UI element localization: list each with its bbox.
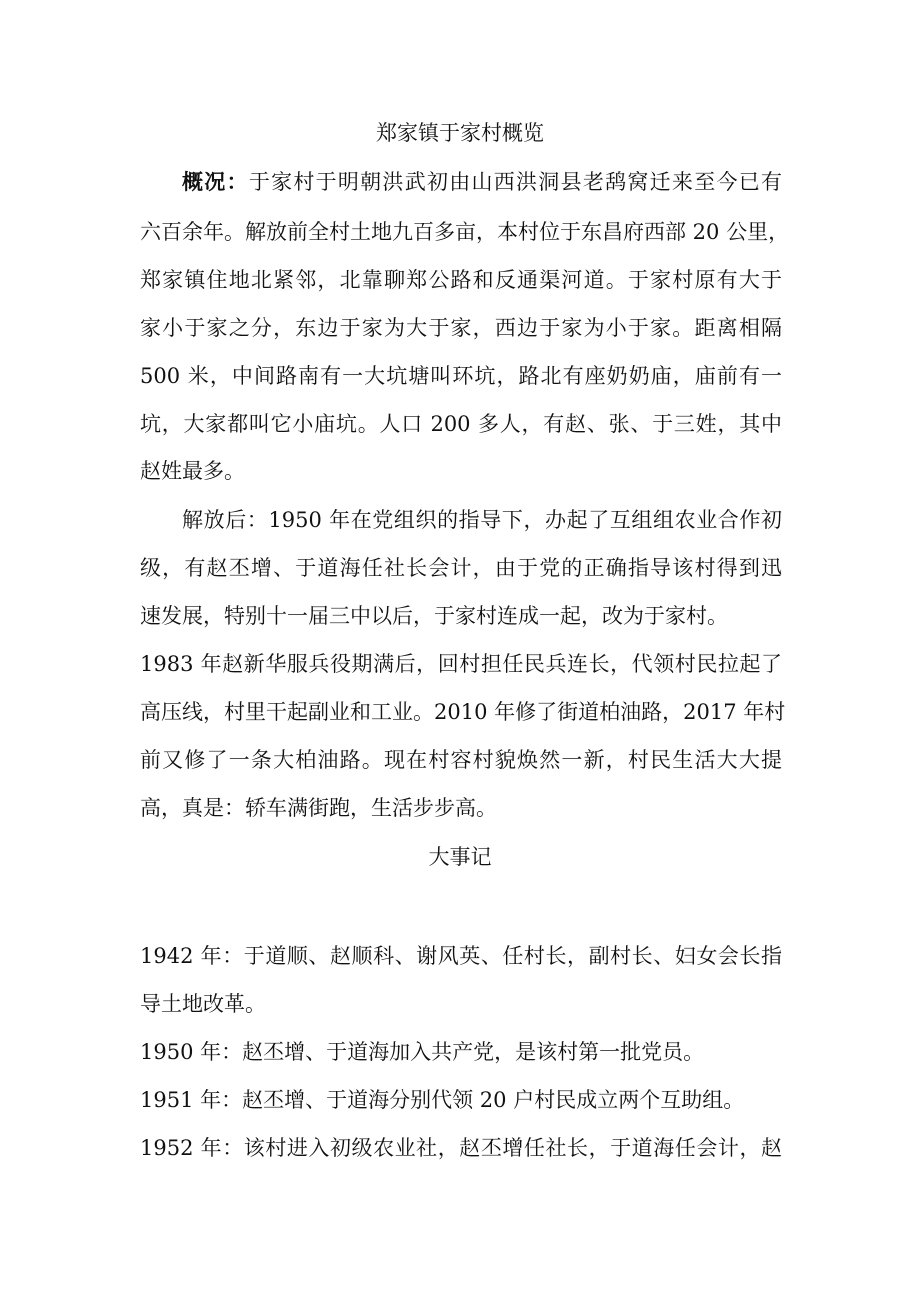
history-line: 级，有赵丕增、于道海任社长会计，由于党的正确指导该村得到迅 — [140, 556, 782, 580]
history-line: 前又修了一条大柏油路。现在村容村貌焕然一新，村民生活大大提 — [140, 748, 782, 772]
chronicle-entry: 1942 年：于道顺、赵顺科、谢风英、任村长，副村长、妇女会长指 — [140, 944, 782, 968]
chronicle-entry: 1952 年：该村进入初级农业社，赵丕增任社长，于道海任会计，赵 — [140, 1136, 782, 1160]
overview-line: 坑，大家都叫它小庙坑。人口 200 多人，有赵、张、于三姓，其中 — [140, 412, 782, 436]
overview-line: 家小于家之分，东边于家为大于家，西边于家为小于家。距离相隔 — [140, 316, 782, 340]
page-title: 郑家镇于家村概览 — [376, 121, 544, 145]
history-line: 速发展，特别十一届三中以后，于家村连成一起，改为于家村。 — [140, 604, 728, 628]
chronicle-heading: 大事记 — [428, 845, 492, 869]
chronicle-entry: 1951 年：赵丕增、于道海分别代领 20 户村民成立两个互助组。 — [140, 1088, 745, 1112]
overview-line: 六百余年。解放前全村土地九百多亩，本村位于东昌府西部 20 公里， — [140, 220, 790, 244]
chronicle-entry: 1950 年：赵丕增、于道海加入共产党，是该村第一批党员。 — [140, 1040, 705, 1064]
overview-line: 概况：于家村于明朝洪武初由山西洪洞县老鸹窝迁来至今已有 — [182, 169, 783, 194]
history-line: 高压线，村里干起副业和工业。2010 年修了街道柏油路，2017 年村 — [140, 700, 786, 724]
overview-line: 郑家镇住地北紧邻，北靠聊郑公路和反通渠河道。于家村原有大于 — [140, 268, 782, 292]
overview-line: 赵姓最多。 — [140, 459, 245, 483]
overview-label: 概况： — [182, 169, 249, 194]
history-line: 1983 年赵新华服兵役期满后，回村担任民兵连长，代领村民拉起了 — [140, 652, 782, 676]
history-line: 高，真是：轿车满街跑，生活步步高。 — [140, 796, 497, 820]
overview-line: 500 米，中间路南有一大坑塘叫环坑，路北有座奶奶庙，庙前有一 — [140, 364, 782, 388]
history-line: 解放后：1950 年在党组织的指导下，办起了互组组农业合作初 — [182, 508, 782, 532]
chronicle-entry: 导土地改革。 — [140, 992, 266, 1016]
